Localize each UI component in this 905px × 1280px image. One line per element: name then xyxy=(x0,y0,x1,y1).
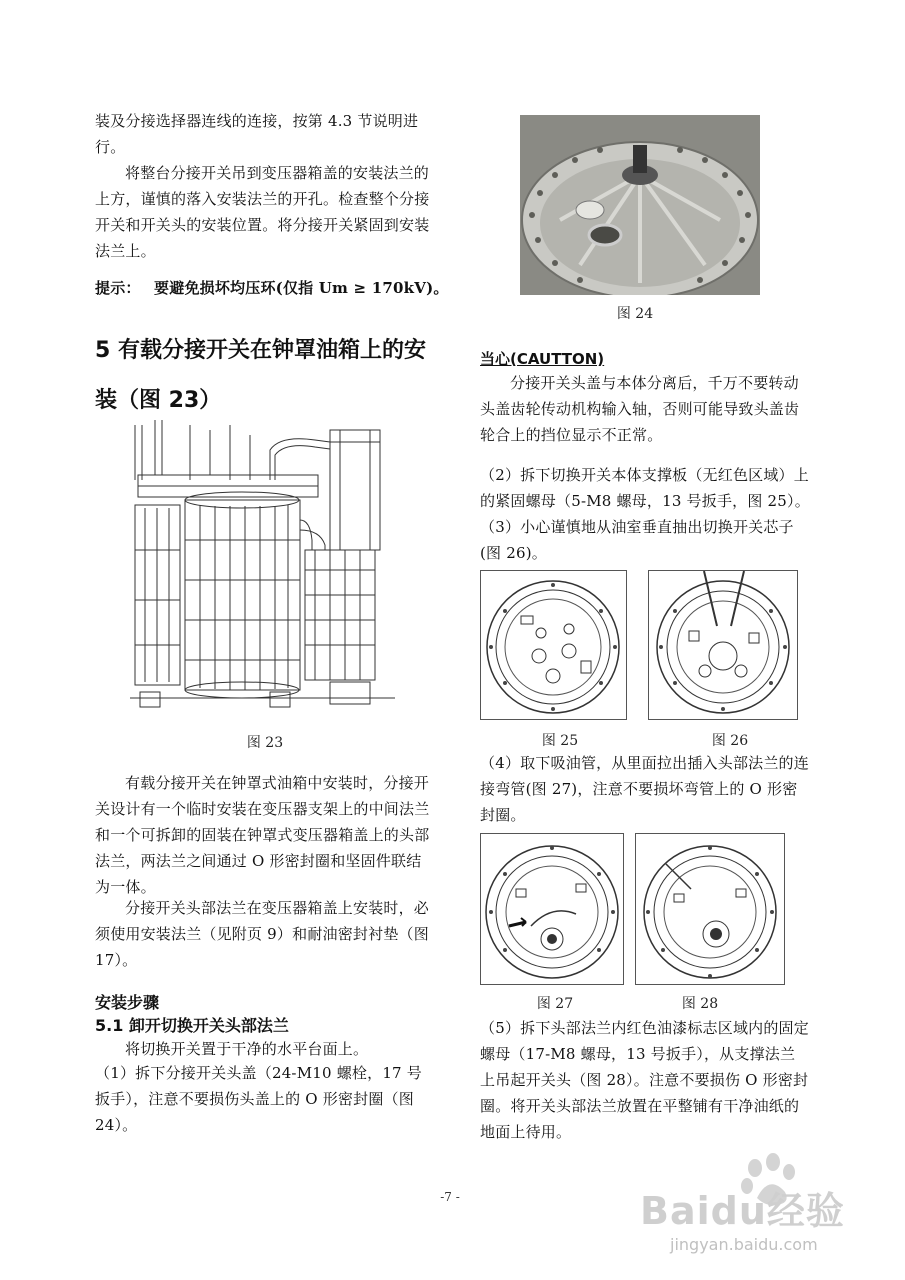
transformer-drawing xyxy=(130,420,395,710)
figure-23-caption: 图 23 xyxy=(246,735,284,751)
figure-26-drawing xyxy=(648,570,798,720)
figure-26-caption: 图 26 xyxy=(711,733,749,749)
subsection-5-1-title: 5.1 卸开切换开关头部法兰 xyxy=(95,1016,289,1035)
flange-drawing-27 xyxy=(481,834,623,984)
caution-title: 当心(CAUTTON) xyxy=(480,350,605,368)
page-number: -7 - xyxy=(440,1190,460,1204)
paragraph-place-switch: 将切换开关置于干净的水平台面上。 xyxy=(125,1040,369,1058)
cover-photo-drawing xyxy=(520,115,760,295)
flange-drawing-25 xyxy=(481,571,626,719)
step-5-lift-head: （5）拆下头部法兰内红色油漆标志区域内的固定螺母（17-M8 螺母，13 号扳手），从支撑法兰上吊起开关头（图 28）。注意不要损伤 O 形密封圈。将开关头部法兰放置在平整铺有干净油纸的地面上待用。 xyxy=(480,1019,809,1141)
step-4-remove-pipe: （4）取下吸油管，从里面拉出插入头部法兰的连接弯管(图 27)，注意不要损坏弯管上的 O 形密封圈。 xyxy=(480,754,809,824)
tip-note xyxy=(95,275,455,301)
figure-28-drawing xyxy=(635,833,785,985)
figure-23-transformer xyxy=(130,420,395,710)
figure-27-caption: 图 27 xyxy=(536,996,574,1012)
tip-label: 提示： xyxy=(95,279,141,297)
figure-25-drawing xyxy=(480,570,627,720)
step-3-extract-insert: （3）小心谨慎地从油室垂直抽出切换开关芯子(图 26)。 xyxy=(480,518,794,562)
flange-drawing-28 xyxy=(636,834,784,984)
section-title-line1: 5 有载分接开关在钟罩油箱上的安 xyxy=(95,338,426,363)
section-title-line2: 装（图 23） xyxy=(95,388,222,413)
watermark-url: jingyan.baidu.com xyxy=(670,1235,818,1254)
figure-27-drawing xyxy=(480,833,624,985)
figure-24-cover-photo xyxy=(520,115,760,295)
paragraph-bell-tank-design: 有载分接开关在钟罩式油箱中安装时，分接开关设计有一个临时安装在变压器支架上的中间法兰和一个可拆卸的固装在钟罩式变压器箱盖上的头部法兰，两法兰之间通过 O 形密封圈和坚固件联结为一体。 xyxy=(95,774,430,896)
flange-drawing-26 xyxy=(649,571,797,719)
figure-28-caption: 图 28 xyxy=(681,996,719,1012)
paragraph-connection-note: 装及分接选择器连线的连接，按第 4.3 节说明进行。 xyxy=(95,112,419,156)
step-2-remove-nuts: （2）拆下切换开关本体支撑板（无红色区域）上的紧固螺母（5-M8 螺母，13 号扳手，图 25）。 xyxy=(480,466,810,510)
tip-text: 要避免损坏均压环(仅指 Um ≥ 170kV)。 xyxy=(154,279,449,297)
paragraph-head-flange-install: 分接开关头部法兰在变压器箱盖上安装时，必须使用安装法兰（见附页 9）和耐油密封衬垫（图 17）。 xyxy=(95,899,430,969)
caution-text: 分接开关头盖与本体分离后，千万不要转动头盖齿轮传动机构输入轴，否则可能导致头盖齿轮合上的挡位显示不正常。 xyxy=(480,374,800,444)
baidu-watermark xyxy=(640,1150,880,1260)
figure-25-caption: 图 25 xyxy=(541,733,579,749)
watermark-text: Baidu经验 xyxy=(640,1189,845,1233)
installation-steps-title: 安装步骤 xyxy=(95,993,160,1012)
figure-24-caption: 图 24 xyxy=(616,306,654,322)
step-1-remove-cover: （1）拆下分接开关头盖（24-M10 螺栓，17 号扳手），注意不要损伤头盖上的 O 形密封圈（图 24）。 xyxy=(95,1064,422,1134)
paragraph-lift-switch: 将整台分接开关吊到变压器箱盖的安装法兰的上方，谨慎的落入安装法兰的开孔。检查整个分接开关和开关头的安装位置。将分接开关紧固到安装法兰上。 xyxy=(95,164,430,260)
